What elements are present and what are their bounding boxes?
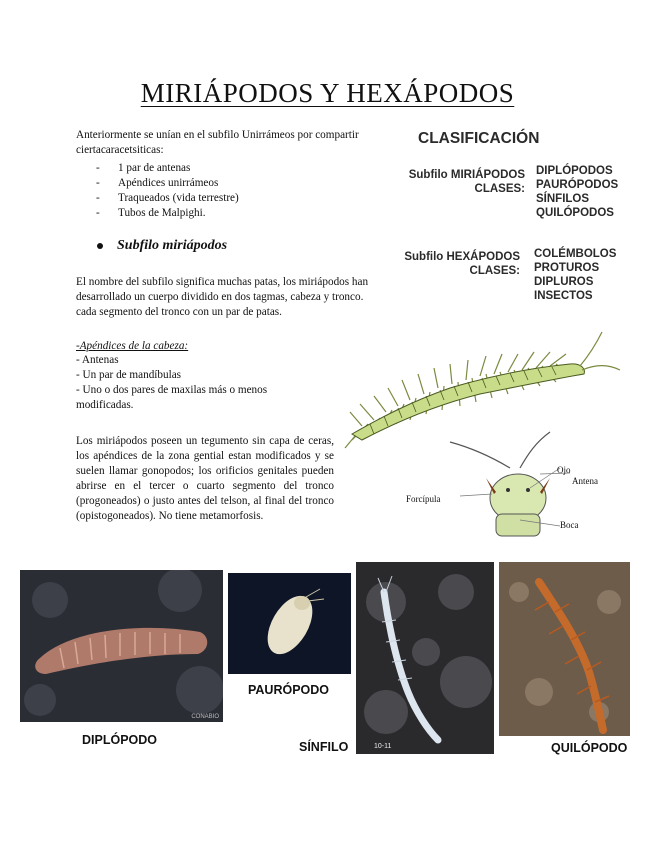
class-item: QUILÓPODOS (536, 207, 614, 219)
subfilo-label: Subfilo HEXÁPODOS (404, 251, 520, 263)
class-item: INSECTOS (534, 290, 593, 302)
paragraph-tegument: Los miriápodos poseen un tegumento sin capa de ceras, los apéndices de la zona gential estan modificados y se suelen llamar gonopodos; los orificios genitales pueden abrirse en el tercer o cuarto segmento del tronco (progoneados) o justo antes del telson, al final del tronco (opistogoneados). No tiene metamorfosis. (76, 435, 334, 522)
characteristics-list (96, 161, 239, 221)
class-item: DIPLÓPODOS (536, 165, 613, 177)
list-item: - Traqueados (vida terrestre) (96, 191, 239, 206)
appendages-heading: -Apéndices de la cabeza: (76, 340, 189, 352)
class-item: SÍNFILOS (536, 193, 590, 205)
appendages-list (76, 353, 306, 413)
page-title (0, 78, 655, 109)
hexapoda-label (370, 250, 520, 278)
list-item: - Un par de mandíbulas (76, 369, 182, 381)
quilopodo-photo (499, 562, 630, 736)
label-antena: Antena (572, 476, 598, 486)
classes-label: CLASES: (474, 183, 525, 195)
bullet-dot-icon (97, 243, 103, 249)
centipede-photo-image (499, 562, 630, 736)
caption-diplopodo: DIPLÓPODO (82, 733, 158, 747)
paragraph-name-meaning: El nombre del subfilo significa muchas patas, los miriápodos han desarrollado un cuerpo dividido en dos tagmas, cabeza y tronco. cada segmento del tronco con un par de patas. (76, 276, 369, 318)
symphylan-image (356, 562, 494, 754)
caption-quilopodo: QUILÓPODO (551, 741, 628, 755)
list-item: - Antenas (76, 354, 119, 366)
pauropodo-photo (228, 573, 351, 674)
class-item: PROTUROS (534, 262, 600, 274)
subfilo-label: Subfilo MIRIÁPODOS (408, 169, 525, 181)
label-boca: Boca (560, 520, 579, 530)
intro-text: Anteriormente se unían en el subfilo Unirrámeos por compartir ciertacaracetsiticas: (76, 129, 359, 156)
sinfilo-photo (356, 562, 494, 754)
pauropod-image (228, 573, 351, 674)
subfilo-heading-text: Subfilo miriápodos (117, 238, 228, 253)
photo-credit: CONABIO (191, 714, 219, 720)
myriapoda-classes (536, 164, 618, 220)
diplopodo-photo (20, 570, 223, 722)
caption-sinfilo: SÍNFILO (299, 740, 349, 754)
page-title-text: MIRIÁPODOS Y HEXÁPODOS (140, 78, 515, 108)
list-item: - Apéndices unirrámeos (96, 176, 239, 191)
classes-label: CLASES: (469, 265, 520, 277)
list-item: - 1 par de antenas (96, 161, 239, 176)
myriapoda-label (375, 168, 525, 196)
label-ojo: Ojo (557, 465, 571, 475)
list-item: - Uno o dos pares de maxilas más o menos modificadas. (76, 384, 268, 411)
class-item: DIPLUROS (534, 276, 594, 288)
list-item: - Tubos de Malpighi. (96, 206, 239, 221)
classification-heading: CLASIFICACIÓN (418, 130, 540, 147)
class-item: COLÉMBOLOS (534, 248, 617, 260)
hexapoda-classes (534, 247, 616, 303)
caption-pauropodo: PAURÓPODO (248, 683, 330, 697)
class-item: PAURÓPODOS (536, 179, 619, 191)
photo-code: 10-11 (374, 743, 392, 750)
millipede-image (20, 570, 223, 722)
label-forcipula: Forcípula (406, 494, 441, 504)
subfilo-heading (97, 238, 227, 254)
